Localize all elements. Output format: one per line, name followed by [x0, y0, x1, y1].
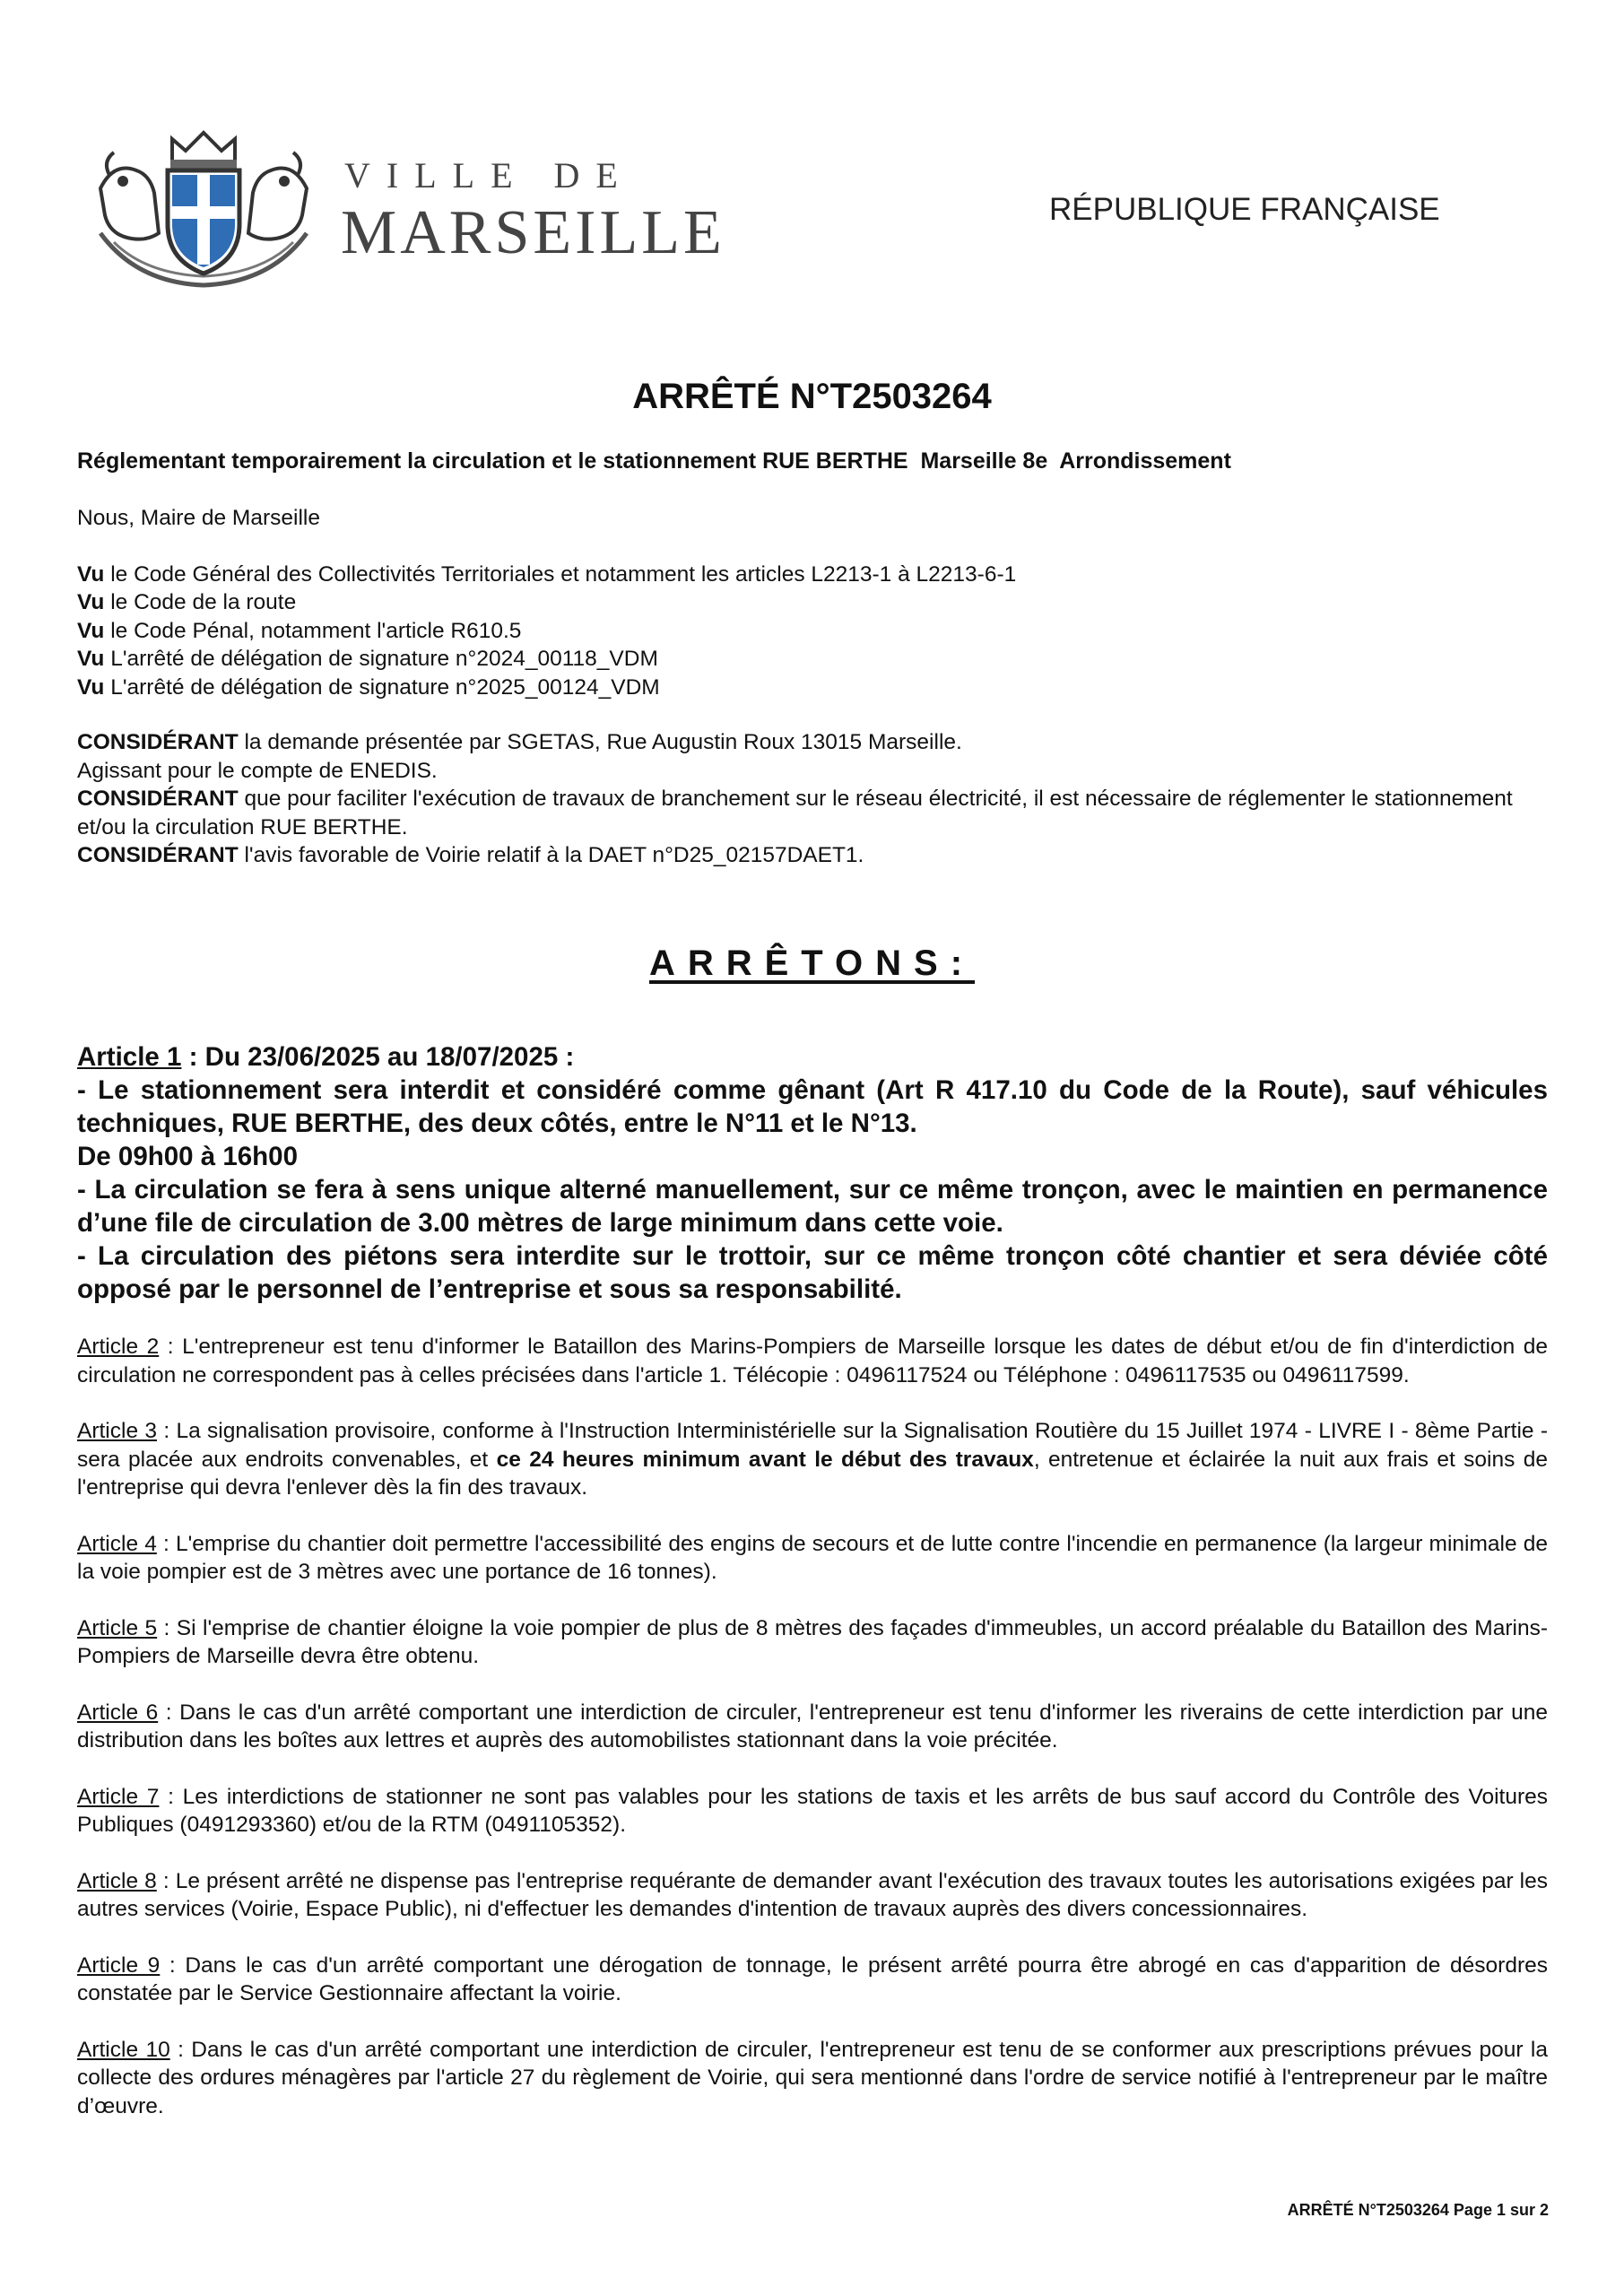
considerant-label: CONSIDÉRANT [77, 730, 239, 754]
article-text: : La signalisation provisoire, conforme à l'Instruction Interministérielle sur la Signalisation Routière du 15 Juillet 1974 - LIVRE I - 8ème Partie - sera placée aux endroits convenables, et [77, 1419, 1548, 1472]
coat-of-arms-icon [83, 126, 325, 291]
article-label: Article 3 [77, 1419, 158, 1443]
vu-label: Vu [77, 647, 105, 671]
article-label: Article 7 [77, 1784, 160, 1809]
article-8 [77, 1867, 1548, 1924]
arretons-heading: ARRÊTONS: [648, 944, 976, 983]
article-text: : Le présent arrêté ne dispense pas l'entreprise requérante de demander avant l'exécution des travaux toutes les autorisations exigées par les autres services (Voirie, Espace Public), ni d'effectuer les demandes d'intention de travaux auprès des divers concessionnaires. [77, 1868, 1548, 1921]
arrete-subject: Réglementant temporairement la circulation et le stationnement RUE BERTHE Marseille 8e Arrondissement [77, 448, 1231, 474]
considerants-section [77, 728, 1548, 870]
vu-section [77, 504, 1548, 701]
article-emphasis: ce 24 heures minimum avant le début des travaux [496, 1447, 1034, 1472]
article-text: : Dans le cas d'un arrêté comportant une interdiction de circuler, l'entrepreneur est tenu de se conformer aux prescriptions prévues pour la collecte des ordures ménagères par l'article 27 du règlement de Voirie, qui sera mentionné dans l'ordre de service notifié à l'entrepreneur par le maître d’œuvre. [77, 2037, 1548, 2118]
article-text: : Les interdictions de stationner ne sont pas valables pour les stations de taxis et les arrêts de bus sauf accord du Contrôle des Voitures Publiques (0491293360) et/ou de la RTM (0491105352). [77, 1784, 1548, 1837]
vu-text: le Code Général des Collectivités Territoriales et notamment les articles L2213-1 à L2213-6-1 [104, 561, 1017, 587]
intro-text: Nous, Maire de Marseille [77, 506, 320, 530]
vu-item [77, 645, 1548, 674]
article-1-paragraph: - Le stationnement sera interdit et considéré comme gênant (Art R 417.10 du Code de la Route), sauf véhicules techniques, RUE BERTHE, des deux côtés, entre le N°11 et le N°13. [77, 1075, 1548, 1138]
article-1-header [77, 1040, 1548, 1074]
arrete-title: ARRÊTÉ N°T2503264 [632, 377, 992, 416]
article-text: : Dans le cas d'un arrêté comportant une interdiction de circuler, l'entrepreneur est tenu d'informer les riverains de cette interdiction par une distribution dans les boîtes aux lettres et auprès des automobilistes stationnant dans la voie précitée. [77, 1700, 1548, 1752]
article-label: Article 9 [77, 1952, 161, 1978]
article-text: : L'emprise du chantier doit permettre l'accessibilité des engins de secours et de lutte contre l'incendie en permanence (la largeur minimale de la voie pompier est de 3 mètres avec une portance de 16 tonnes). [77, 1531, 1548, 1584]
page-footer: ARRÊTÉ N°T2503264 Page 1 sur 2 [1287, 2201, 1549, 2219]
considerant-item [77, 785, 1548, 841]
considerant-continuation: Agissant pour le compte de ENEDIS. [77, 758, 438, 783]
article-3 [77, 1417, 1548, 1502]
republique-francaise-heading: RÉPUBLIQUE FRANÇAISE [1049, 192, 1440, 227]
article-label: Article 2 [77, 1335, 160, 1359]
logo-text-ville: VILLE DE [344, 155, 634, 196]
article-5 [77, 1614, 1548, 1671]
vu-item [77, 674, 1548, 702]
considerant-item [77, 841, 1548, 870]
article-9 [77, 1952, 1548, 2008]
article-6 [77, 1699, 1548, 1755]
article-4 [77, 1530, 1548, 1587]
considerant-label: CONSIDÉRANT [77, 787, 239, 811]
article-1-paragraph: - La circulation des piétons sera interdite sur le trottoir, sur ce même tronçon côté chantier et sera déviée côté opposé par le personnel de l’entreprise et sous sa responsabilité. [77, 1241, 1548, 1304]
article-1 [77, 1040, 1548, 1306]
article-label: Article 4 [77, 1531, 157, 1556]
vu-item [77, 617, 1548, 646]
vu-text: le Code de la route [104, 590, 297, 614]
city-logo [83, 126, 725, 291]
considerant-text: l'avis favorable de Voirie relatif à la DAET n°D25_02157DAET1. [238, 843, 864, 867]
article-10 [77, 2036, 1548, 2121]
article-1-dates: : Du 23/06/2025 au 18/07/2025 : [181, 1042, 575, 1072]
considerant-text: que pour faciliter l'exécution de travaux de branchement sur le réseau électricité, il est nécessaire de réglementer le stationnement et/ou la circulation RUE BERTHE. [77, 787, 1513, 839]
article-2 [77, 1333, 1548, 1389]
article-1-paragraph: - La circulation se fera à sens unique alterné manuellement, sur ce même tronçon, avec le maintien en permanence d’une file de circulation de 3.00 mètres de large minimum dans cette voie. [77, 1175, 1548, 1238]
considerant-item [77, 728, 1548, 757]
article-text: : L'entrepreneur est tenu d'informer le Bataillon des Marins-Pompiers de Marseille lorsque les dates de début et/ou de fin d'interdiction de circulation ne correspondent pas à celles précisées dans l'article 1. Télécopie : 0496117524 ou Téléphone : 0496117535 ou 0496117599. [77, 1335, 1548, 1387]
vu-text: le Code Pénal, notamment l'article R610.5 [104, 618, 522, 643]
articles-list [77, 1333, 1548, 2148]
article-label: Article 5 [77, 1615, 158, 1640]
article-text: : Si l'emprise de chantier éloigne la voie pompier de plus de 8 mètres des façades d'immeubles, un accord préalable du Bataillon des Marins-Pompiers de Marseille devra être obtenu. [77, 1615, 1548, 1668]
article-7 [77, 1783, 1548, 1839]
vu-label: Vu [77, 618, 105, 643]
vu-item [77, 588, 1548, 617]
article-1-hours: De 09h00 à 16h00 [77, 1142, 298, 1171]
article-label: Article 6 [77, 1700, 159, 1725]
vu-item [77, 561, 1548, 589]
considerant-label: CONSIDÉRANT [77, 843, 239, 867]
logo-text-marseille: MARSEILLE [341, 198, 725, 267]
vu-text: L'arrêté de délégation de signature n°2024_00118_VDM [104, 647, 658, 671]
article-label: Article 8 [77, 1868, 157, 1893]
article-label: Article 1 [77, 1042, 182, 1072]
article-text: , entretenue et éclairée la nuit aux frais et soins de l'entreprise qui devra l'enlever dès la fin des travaux. [77, 1447, 1548, 1500]
vu-label: Vu [77, 561, 105, 587]
vu-text: L'arrêté de délégation de signature n°2025_00124_VDM [104, 674, 660, 700]
considerant-text: la demande présentée par SGETAS, Rue Augustin Roux 13015 Marseille. [238, 730, 962, 754]
vu-label: Vu [77, 674, 105, 700]
vu-label: Vu [77, 590, 105, 614]
article-label: Article 10 [77, 2037, 170, 2062]
article-text: : Dans le cas d'un arrêté comportant une dérogation de tonnage, le présent arrêté pourra être abrogé en cas d'apparition de désordres constatée par le Service Gestionnaire affectant la voirie. [77, 1952, 1548, 2005]
